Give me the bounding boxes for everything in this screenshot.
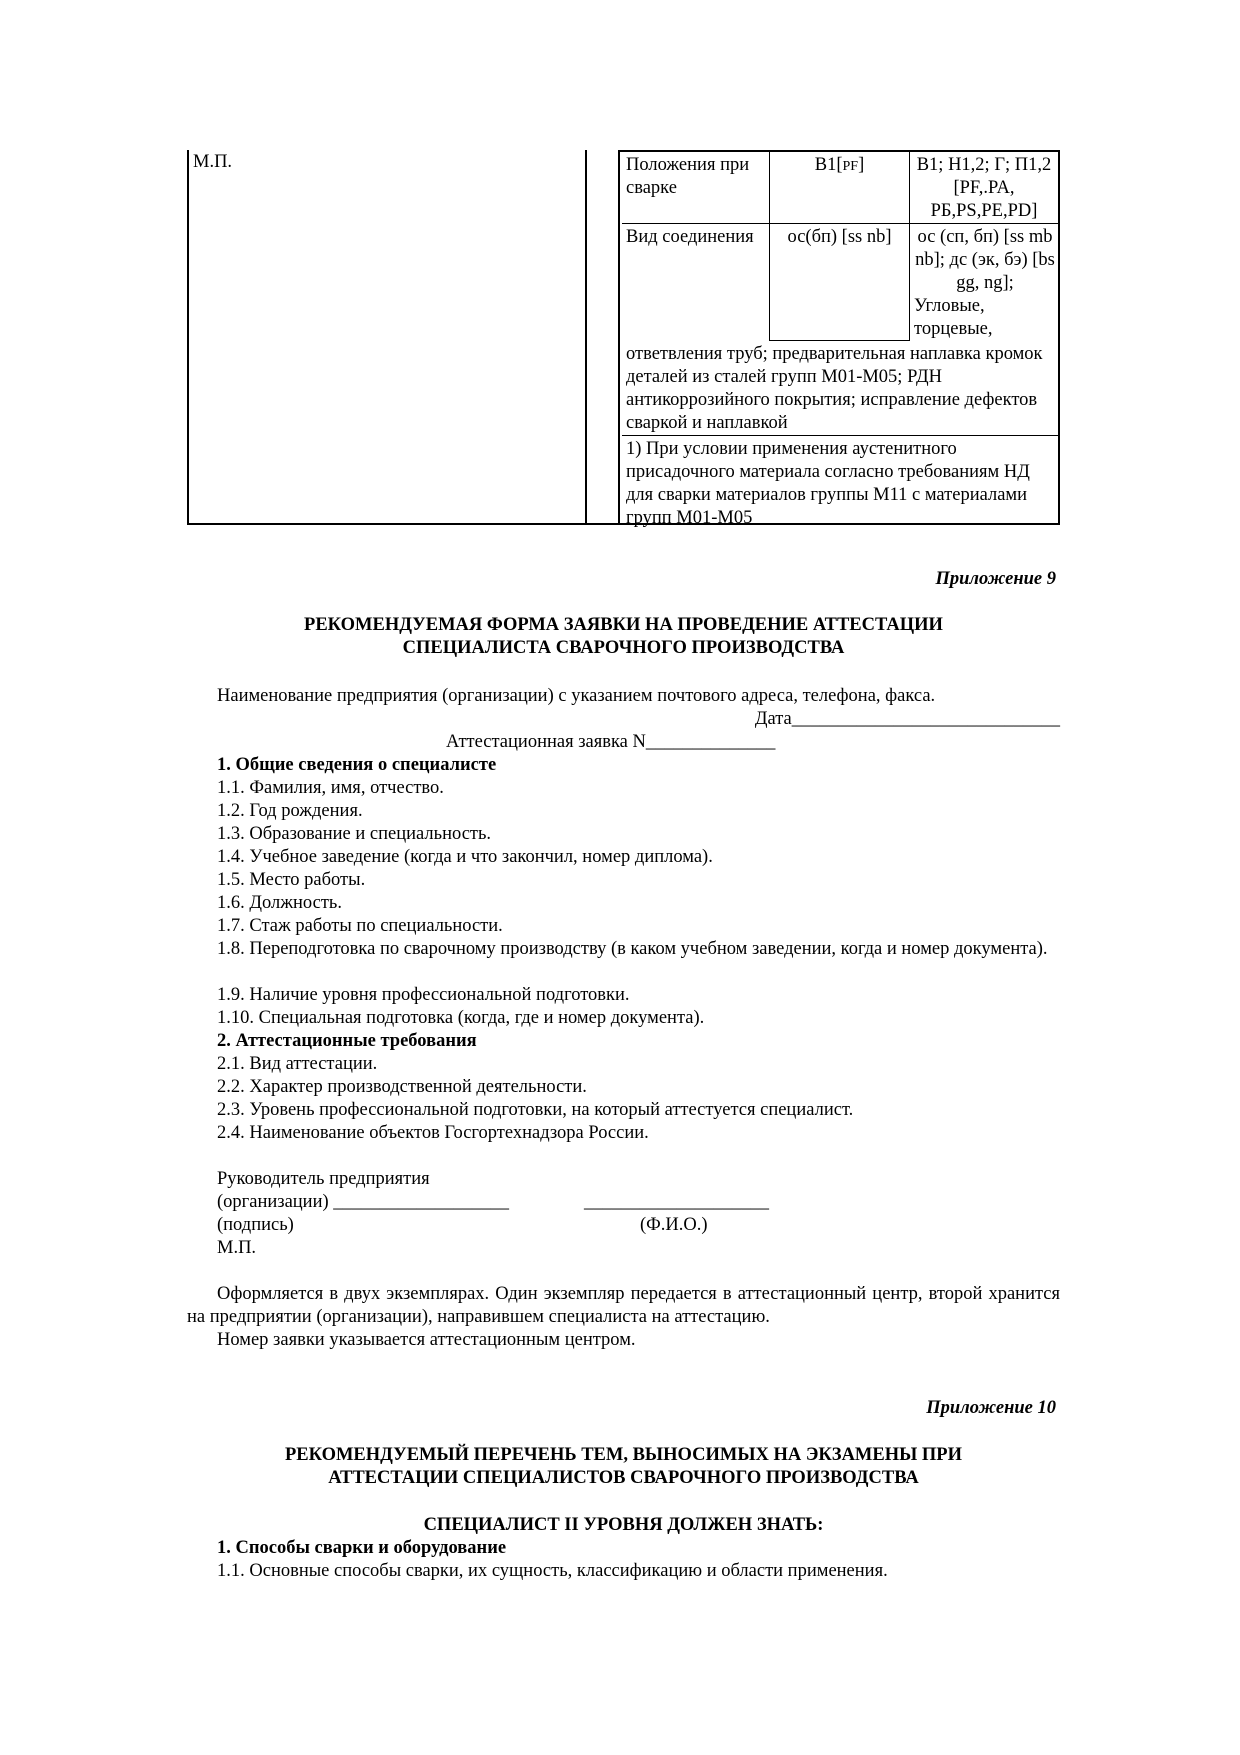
appendix-9-title-line1: РЕКОМЕНДУЕМАЯ ФОРМА ЗАЯВКИ НА ПРОВЕДЕНИЕ АТТЕСТАЦИИ [304,615,943,635]
list-item-1-8: 1.8. Переподготовка по сварочному производству (в каком учебном заведении, когда и номер документа). [217,939,1048,959]
list-item: 1.1. Фамилия, имя, отчество. [217,778,444,798]
list-item: 1.9. Наличие уровня профессиональной подготовки. [217,985,630,1005]
appendix-10-title [187,1444,1060,1490]
application-number-line: Аттестационная заявка N______________ [446,732,776,752]
table-cell-joint-range [910,224,1058,341]
appendix-9-title [187,614,1060,660]
signature-org-line: (организации) ___________________ [217,1192,510,1212]
section-1-title: 1. Общие сведения о специалисте [217,755,497,775]
copies-note: Оформляется в двух экземплярах. Один экземпляр передается в аттестационный центр, второй хранится на предприятии (организации), направившем специалиста на аттестацию. [187,1284,1060,1327]
list-item: 2.4. Наименование объектов Госгортехнадзора России. [217,1123,649,1143]
org-name-line: Наименование предприятия (организации) с указанием почтового адреса, телефона, факса. [217,686,936,706]
list-item: 1.6. Должность. [217,893,342,913]
stamp-label: М.П. [217,1238,257,1258]
appendix-10-section-1-title: 1. Способы сварки и оборудование [217,1538,507,1558]
appendix-10-title-line2: АТТЕСТАЦИИ СПЕЦИАЛИСТОВ СВАРОЧНОГО ПРОИЗВОДСТВА [328,1468,919,1488]
list-item: 1.1. Основные способы сварки, их сущность, классификацию и области применения. [217,1561,888,1581]
joint-range-main: ос (сп, бп) [ss mb nb]; дс (эк, бэ) [bs gg, ng]; [915,227,1055,293]
section-2-title: 2. Аттестационные требования [217,1031,477,1051]
table-cell-position-value: В1[PF] [770,152,910,224]
table-cell-continuation: ответвления труб; предварительная наплавка кромок деталей из сталей групп М01-М05; РДН антикоррозийного покрытия; исправление дефектов сваркой и наплавкой [622,341,1058,436]
signature-head-label: Руководитель предприятия [217,1169,430,1189]
number-note: Номер заявки указывается аттестационным центром. [217,1330,636,1350]
signature-caption: (подпись) [217,1215,294,1235]
list-item: 1.3. Образование и специальность. [217,824,492,844]
stamp-label: М.П. [193,152,233,172]
welding-params-table [620,150,1060,528]
list-item: 1.10. Специальная подготовка (когда, где и номер документа). [217,1008,705,1028]
list-item: 2.1. Вид аттестации. [217,1054,378,1074]
appendix-10-title-line1: РЕКОМЕНДУЕМЫЙ ПЕРЕЧЕНЬ ТЕМ, ВЫНОСИМЫХ НА ЭКЗАМЕНЫ ПРИ [284,1445,962,1465]
appendix-10-subtitle: СПЕЦИАЛИСТ II УРОВНЯ ДОЛЖЕН ЗНАТЬ: [423,1515,824,1535]
table-cell-footnote: 1) При условии применения аустенитного присадочного материала согласно требованиям НД для сварки материалов группы М11 с материалами групп М01-М05 [626,439,1030,528]
table-cell-joint-label: Вид соединения [622,224,770,341]
appendix-10-label: Приложение 10 [926,1398,1056,1418]
list-item: 1.7. Стаж работы по специальности. [217,916,503,936]
table-cell-position-range: В1; Н1,2; Г; П1,2 [PF,.PA, РБ,PS,PE,PD] [910,152,1058,224]
table-spacer-column [587,150,620,525]
appendix-9-title-line2: СПЕЦИАЛИСТА СВАРОЧНОГО ПРОИЗВОДСТВА [402,638,845,658]
list-item: 2.2. Характер производственной деятельности. [217,1077,587,1097]
table-left-column [187,150,587,525]
fio-caption: (Ф.И.О.) [640,1215,708,1235]
fio-blank-line: ____________________ [584,1192,769,1212]
list-item: 1.4. Учебное заведение (когда и что закончил, номер диплома). [217,847,713,867]
table-cell-joint-value: ос(бп) [ss nb] [770,224,910,341]
joint-range-extra: Угловые, торцевые, [914,296,993,339]
list-item: 1.5. Место работы. [217,870,366,890]
appendix-9-label: Приложение 9 [935,569,1056,589]
list-item: 1.2. Год рождения. [217,801,363,821]
table-cell-position-label: Положения при сварке [622,152,770,224]
list-item: 2.3. Уровень профессиональной подготовки, на который аттестуется специалист. [217,1100,854,1120]
date-line: Дата_____________________________ [754,709,1060,729]
